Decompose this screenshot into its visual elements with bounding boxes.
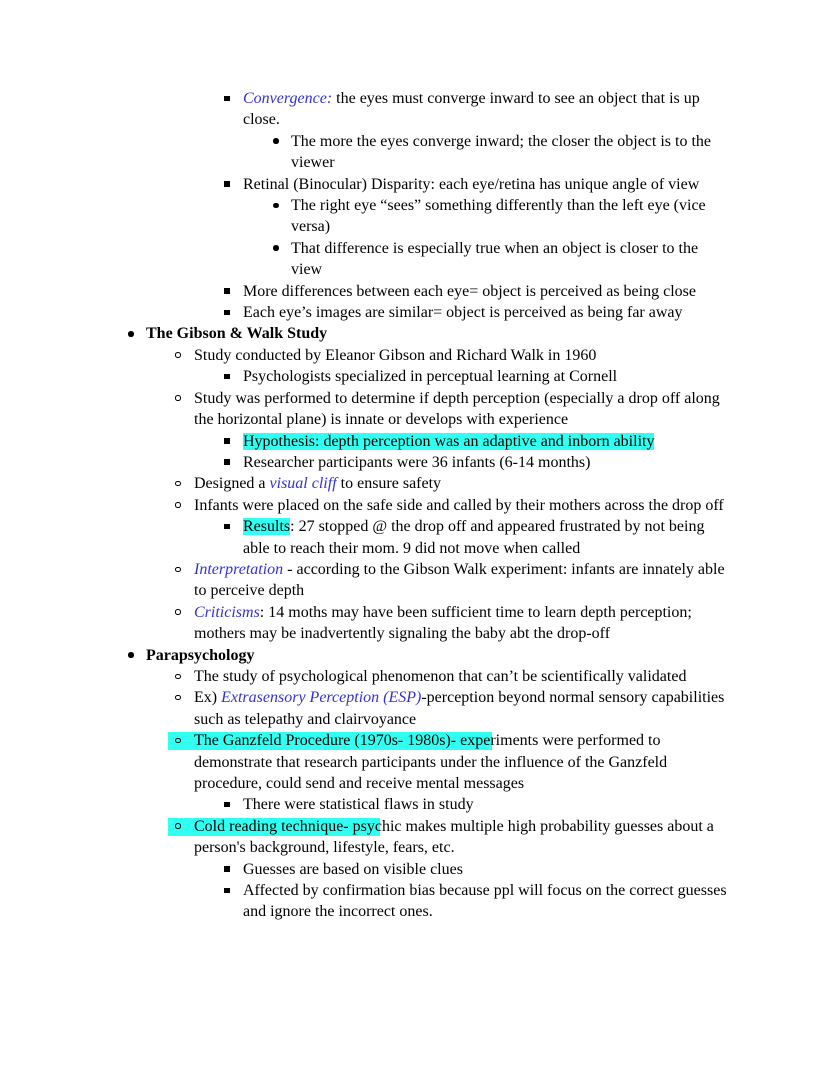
outline-item-text	[243, 454, 590, 471]
outline-item-text	[194, 604, 692, 642]
hollow-circle-bullet-icon	[175, 388, 181, 409]
outline-item-more-differences	[243, 281, 731, 302]
outline-item-text	[194, 475, 441, 492]
square-bullet-icon	[224, 431, 230, 452]
body-text: Designed a	[194, 475, 270, 493]
square-bullet-icon	[224, 366, 230, 387]
body-text: The more the eyes converge inward; the closer the object is to the viewer	[291, 132, 711, 172]
body-text: The right eye “sees” something differently than the left eye (vice versa)	[291, 197, 706, 236]
body-text: Affected by confirmation bias because ppl will focus on the correct guesses and ignore the incorrect ones.	[243, 882, 727, 921]
body-text: Study was performed to determine if depth perception (especially a drop off along the horizontal plane) is innate or develops with experience	[194, 389, 720, 429]
outline-item-text	[243, 368, 617, 385]
body-text: Researcher participants were 36 infants (6-14 months)	[243, 453, 591, 471]
emphasis-term: Interpretation	[194, 560, 284, 578]
outline-item-text	[194, 668, 686, 685]
highlighted-text: Results	[243, 518, 291, 536]
outline-item-psychologists-cornell	[243, 366, 731, 387]
square-bullet-icon	[224, 88, 230, 109]
body-text: Parapsychology	[146, 646, 255, 664]
outline-item-difference-closer	[291, 238, 731, 281]
outline-item-statistical-flaws	[243, 794, 731, 815]
disc-bullet-icon	[128, 645, 134, 666]
square-bullet-icon	[224, 281, 230, 302]
outline-item-text	[194, 689, 724, 727]
outline-item-confirmation-bias	[243, 880, 731, 923]
outline-item-visual-cliff	[194, 473, 731, 494]
body-text: the eyes must converge inward to see an object that is up close.	[243, 90, 700, 129]
body-text: psychic makes multiple high probability guesses about a person's background, lifestyle, fears, etc.	[194, 817, 714, 857]
highlighted-text: The Ganzfeld Procedure (1970s- 1980s)-	[194, 732, 457, 750]
body-text: to ensure safety	[336, 475, 442, 493]
outline-item-text	[243, 283, 696, 300]
hollow-circle-bullet-icon	[175, 602, 181, 623]
highlighted-text: Cold reading technique-	[194, 817, 349, 835]
hollow-circle-bullet-icon	[175, 559, 181, 580]
highlighted-text: Hypothesis: depth perception was an adaptive and inborn ability	[243, 432, 655, 450]
outline-item-text	[146, 325, 327, 342]
outline-item-participants	[243, 452, 731, 473]
square-bullet-icon	[224, 859, 230, 880]
outline-item-text	[243, 518, 704, 556]
square-bullet-icon	[224, 452, 230, 473]
body-text: Psychologists specialized in perceptual learning at Cornell	[243, 368, 618, 386]
outline-list	[0, 88, 828, 923]
emphasis-term: Criticisms	[194, 603, 260, 621]
emphasis-term: visual cliff	[269, 475, 337, 493]
disc-bullet-icon	[128, 323, 134, 344]
outline-item-text	[243, 882, 727, 920]
outline-item-text	[194, 347, 596, 364]
outline-item-cold-reading	[194, 816, 731, 859]
outline-item-text	[291, 240, 698, 278]
outline-item-text	[194, 561, 725, 599]
outline-item-visible-clues	[243, 859, 731, 880]
outline-item-esp	[194, 687, 731, 730]
outline-item-interpretation	[194, 559, 731, 602]
outline-item-text	[194, 732, 667, 792]
outline-item-text	[243, 304, 683, 321]
body-text: Study conducted by Eleanor Gibson and Richard Walk in 1960	[194, 346, 597, 364]
outline-item-converge-closer	[291, 131, 731, 174]
outline-item-text	[194, 390, 720, 428]
notes-body	[0, 88, 828, 923]
outline-item-text	[291, 197, 706, 235]
outline-item-parapsych-def	[194, 666, 731, 687]
outline-item-study-performed	[194, 388, 731, 431]
outline-item-criticisms	[194, 602, 731, 645]
body-text: Infants were placed on the safe side and called by their mothers across the drop off	[194, 496, 724, 514]
outline-item-parapsychology-heading	[146, 645, 731, 666]
outline-item-text	[243, 176, 699, 193]
disc-bullet-icon	[273, 195, 279, 216]
outline-item-right-eye-sees	[291, 195, 731, 238]
body-text: : 27 stopped @ the drop off and appeared frustrated by not being able to reach their mom. 9 did not move when called	[243, 518, 705, 557]
outline-item-text	[194, 818, 714, 856]
body-text: There were statistical flaws in study	[243, 796, 474, 814]
body-text: The study of psychological phenomenon that can’t be scientifically validated	[194, 667, 687, 685]
body-text: Ex)	[194, 689, 222, 707]
hollow-circle-bullet-icon	[175, 345, 181, 366]
body-text: The Gibson & Walk Study	[146, 325, 328, 343]
emphasis-term: Extrasensory Perception (ESP)	[221, 689, 422, 707]
outline-item-gibson-walk-heading	[146, 323, 731, 344]
outline-item-convergence	[243, 88, 731, 131]
outline-item-text	[146, 647, 254, 664]
body-text: That difference is especially true when an object is closer to the view	[291, 239, 699, 279]
outline-item-hypothesis	[243, 431, 731, 452]
body-text: More differences between each eye= object is perceived as being close	[243, 282, 696, 300]
outline-item-text	[291, 133, 711, 171]
body-text: experiments were performed to demonstrate that research participants under the influence of the Ganzfeld procedure, could send and receive mental messages	[194, 732, 668, 792]
hollow-circle-bullet-icon	[175, 495, 181, 516]
outline-item-text	[243, 433, 654, 450]
body-text: Retinal (Binocular) Disparity: each eye/retina has unique angle of view	[243, 175, 700, 193]
outline-item-text	[243, 861, 463, 878]
disc-bullet-icon	[273, 131, 279, 152]
body-text: - according to the Gibson Walk experiment: infants are innately able to perceive depth	[194, 560, 725, 600]
hollow-circle-bullet-icon	[175, 730, 181, 751]
hollow-circle-bullet-icon	[175, 687, 181, 708]
outline-item-text	[243, 90, 700, 128]
outline-item-text	[194, 497, 724, 514]
outline-item-text	[243, 796, 474, 813]
outline-item-retinal-disparity	[243, 174, 731, 195]
hollow-circle-bullet-icon	[175, 816, 181, 837]
square-bullet-icon	[224, 174, 230, 195]
outline-item-similar-images	[243, 302, 731, 323]
outline-item-study-conducted	[194, 345, 731, 366]
body-text: Guesses are based on visible clues	[243, 860, 463, 878]
outline-item-infants-placed	[194, 495, 731, 516]
square-bullet-icon	[224, 880, 230, 901]
body-text: Each eye’s images are similar= object is perceived as being far away	[243, 304, 683, 322]
emphasis-term: Convergence:	[243, 90, 333, 107]
square-bullet-icon	[224, 302, 230, 323]
outline-item-results	[243, 516, 731, 559]
square-bullet-icon	[224, 516, 230, 537]
square-bullet-icon	[224, 794, 230, 815]
body-text: : 14 moths may have been sufficient time to learn depth perception; mothers may be inadvertently signaling the baby abt the drop-off	[194, 603, 692, 643]
body-text: -perception beyond normal sensory capabilities such as telepathy and clairvoyance	[194, 689, 725, 728]
hollow-circle-bullet-icon	[175, 666, 181, 687]
hollow-circle-bullet-icon	[175, 473, 181, 494]
outline-item-ganzfeld	[194, 730, 731, 794]
disc-bullet-icon	[273, 238, 279, 259]
